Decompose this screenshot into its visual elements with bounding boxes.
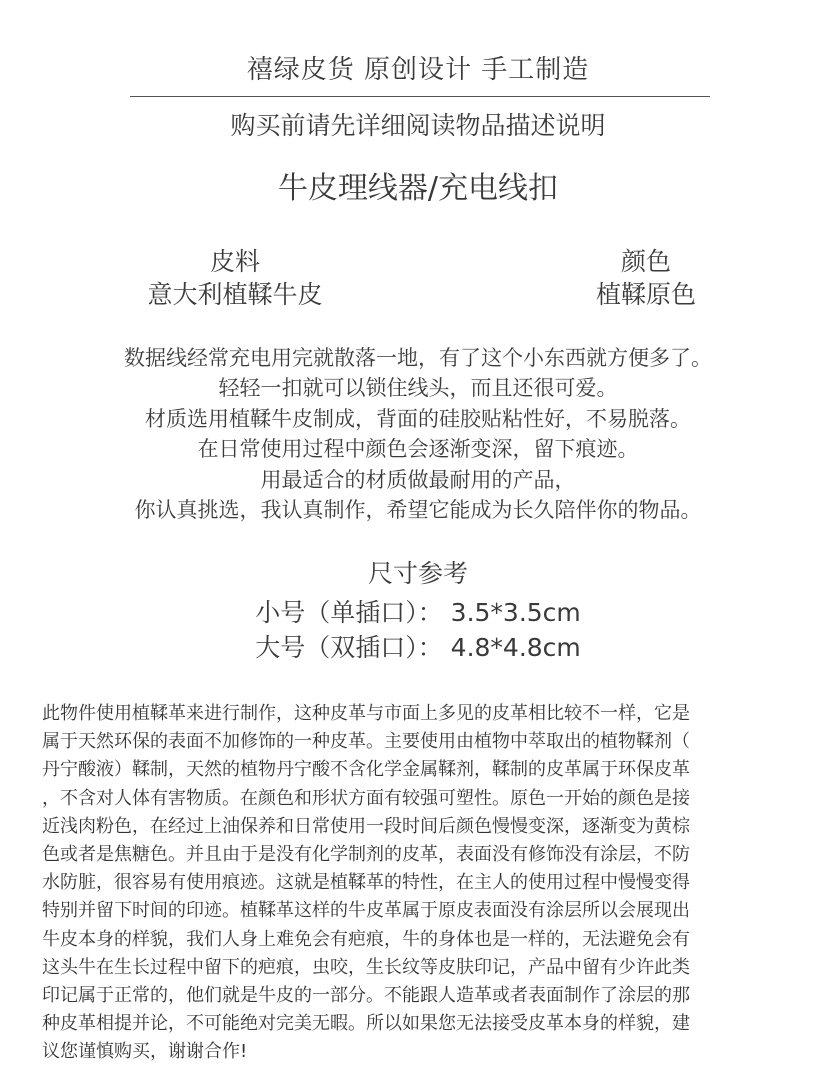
material-note-line: 印记属于正常的，他们就是牛皮的一部分。不能跟人造革或者表面制作了涂层的那 bbox=[42, 984, 690, 1006]
description-line: 你认真挑选，我认真制作，希望它能成为长久陪伴你的物品。 bbox=[134, 497, 702, 522]
description-line: 用最适合的材质做最耐用的产品， bbox=[260, 467, 576, 492]
brand-slogan: 禧绿皮货 原创设计 手工制造 bbox=[246, 55, 590, 85]
header-divider bbox=[130, 96, 710, 97]
material-note-line: 种皮革相提并论，不可能绝对完美无暇。所以如果您无法接受皮革本身的样貌，建 bbox=[42, 1013, 690, 1035]
size-reference-title: 尺寸参考 bbox=[367, 559, 468, 588]
product-description bbox=[0, 343, 836, 525]
product-title: 牛皮理线器/充电线扣 bbox=[277, 171, 559, 206]
material-note bbox=[42, 700, 800, 1066]
spec-color-label: 颜色 bbox=[620, 247, 671, 276]
description-line: 在日常使用过程中颜色会逐渐变深，留下痕迹。 bbox=[197, 437, 639, 462]
material-note-line: 此物件使用植鞣革来进行制作，这种皮革与市面上多见的皮革相比较不一样，它是 bbox=[42, 703, 690, 724]
material-note-line: 牛皮本身的样貌，我们人身上难免会有疤痕，牛的身体也是一样的，无法避免会有 bbox=[42, 928, 690, 950]
material-note-line: 水防脏，很容易有使用痕迹。这就是植鞣革的特性，在主人的使用过程中慢慢变得 bbox=[42, 872, 690, 894]
spec-leather-value: 意大利植鞣牛皮 bbox=[147, 280, 323, 309]
spec-color bbox=[496, 245, 796, 311]
material-note-line: 近浅肉粉色，在经过上油保养和日常使用一段时间后颜色慢慢变深，逐渐变为黄棕 bbox=[42, 815, 690, 837]
size-large: 大号（双插口）： 4.8*4.8cm bbox=[255, 633, 581, 662]
material-note-line: 色或者是焦糖色。并且由于是没有化学制剂的皮革，表面没有修饰没有涂层，不防 bbox=[42, 843, 690, 865]
spec-color-value: 植鞣原色 bbox=[595, 280, 696, 309]
purchase-notice: 购买前请先详细阅读物品描述说明 bbox=[230, 111, 606, 140]
description-line: 材质选用植鞣牛皮制成，背面的硅胶贴粘性好，不易脱落。 bbox=[145, 406, 691, 431]
material-note-line: 议您谨慎购买，谢谢合作! bbox=[42, 1041, 248, 1063]
material-note-line: 属于天然环保的表面不加修饰的一种皮革。主要使用由植物中萃取出的植物鞣剂（ bbox=[42, 731, 690, 753]
material-note-line: 特别并留下时间的印迹。植鞣革这样的牛皮革属于原皮表面没有涂层所以会展现出 bbox=[42, 900, 690, 922]
size-small: 小号（单插口）： 3.5*3.5cm bbox=[255, 598, 581, 627]
description-line: 轻轻一扣就可以锁住线头，而且还很可爱。 bbox=[218, 376, 618, 401]
spec-leather bbox=[85, 245, 385, 311]
material-note-line: 这头牛在生长过程中留下的疤痕，虫咬，生长纹等皮肤印记，产品中留有少许此类 bbox=[42, 956, 690, 978]
material-note-line: ，不含对人体有害物质。在颜色和形状方面有较强可塑性。原色一开始的颜色是接 bbox=[42, 787, 690, 809]
description-line: 数据线经常充电用完就散落一地，有了这个小东西就方便多了。 bbox=[124, 346, 712, 370]
material-note-line: 丹宁酸液）鞣制，天然的植物丹宁酸不含化学金属鞣剂，鞣制的皮革属于环保皮革 bbox=[42, 759, 690, 781]
spec-leather-label: 皮料 bbox=[209, 247, 260, 276]
